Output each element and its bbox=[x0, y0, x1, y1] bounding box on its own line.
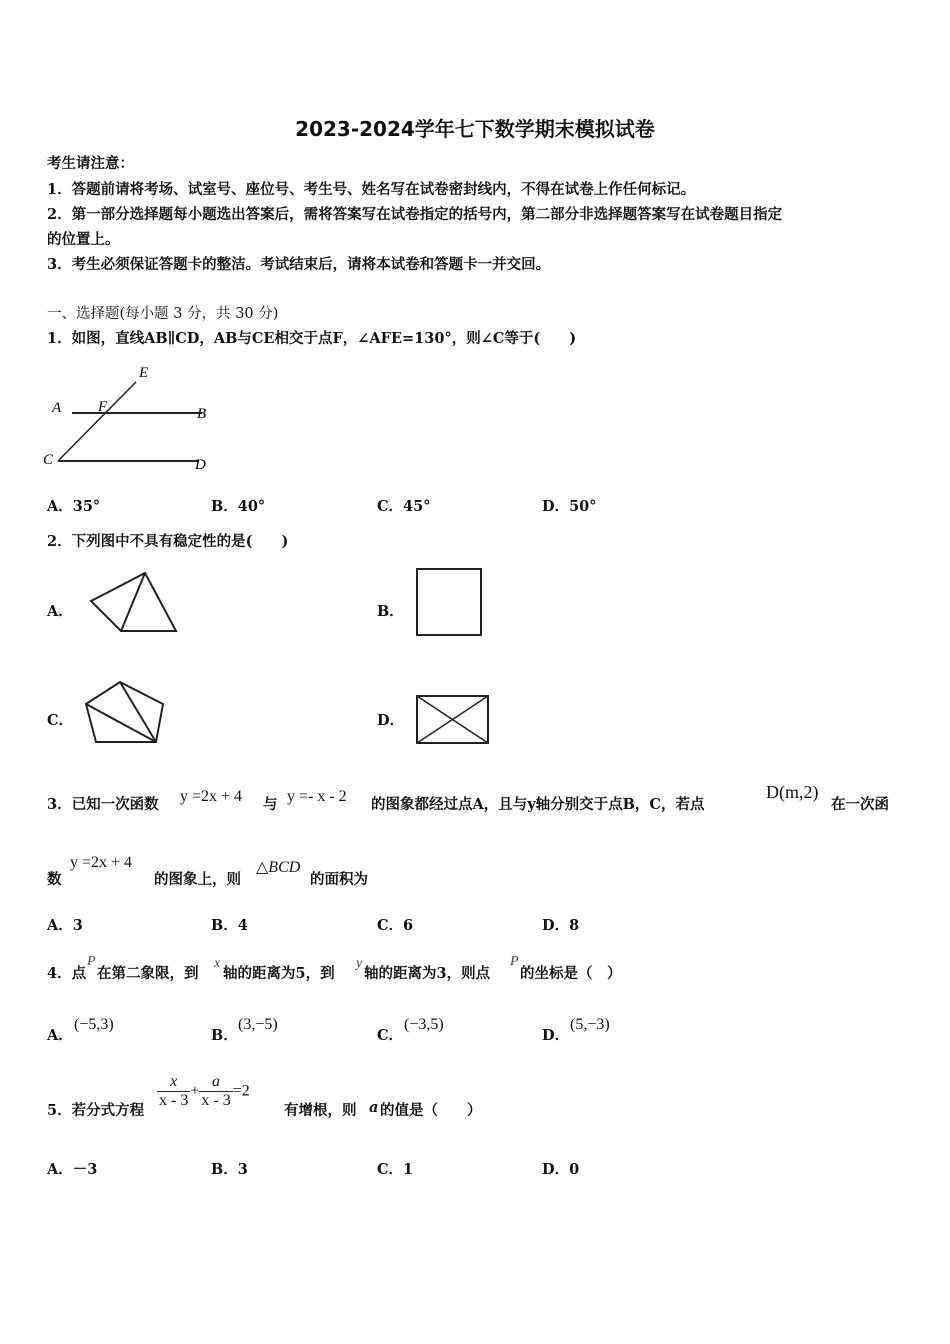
q4-point-p-2: P bbox=[510, 954, 519, 969]
notice-item-1: 1．答题前请将考场、试室号、座位号、考生号、姓名写在试卷密封线内，不得在试卷上作任何标记。 bbox=[47, 181, 696, 198]
q2-figure-a bbox=[85, 565, 185, 640]
q5-option-a: A．－3 bbox=[47, 1161, 98, 1178]
q4-text-2: 在第二象限，到 bbox=[97, 965, 199, 982]
q1-option-a: A．35° bbox=[47, 498, 101, 515]
q4-option-a-value: (−5,3) bbox=[74, 1016, 114, 1033]
q4-option-c: C． bbox=[377, 1027, 404, 1044]
q4-text-5: 的坐标是（ ） bbox=[520, 965, 622, 982]
q3-text-2: 与 bbox=[263, 796, 278, 813]
q4-option-a: A． bbox=[47, 1027, 73, 1044]
q4-x-var: x bbox=[214, 956, 221, 971]
q2-option-c: C． bbox=[47, 712, 74, 729]
notice-item-2-cont: 的位置上。 bbox=[47, 231, 120, 248]
q2-option-a: A． bbox=[47, 603, 73, 620]
q5-rhs: =2 bbox=[232, 1082, 250, 1100]
q5-option-d: D．0 bbox=[542, 1161, 580, 1178]
q4-point-p: P bbox=[87, 954, 96, 969]
q5-plus: + bbox=[190, 1082, 200, 1100]
q3-text-7: 的面积为 bbox=[310, 871, 368, 888]
q3-eq-3: y =2x + 4 bbox=[70, 854, 133, 871]
q3-option-b: B．4 bbox=[211, 917, 248, 934]
q4-y-var: y bbox=[356, 956, 363, 971]
q3-option-a: A．3 bbox=[47, 917, 83, 934]
q2-figure-b bbox=[410, 562, 490, 642]
label-c: C bbox=[43, 452, 54, 468]
q3-text-1: 3．已知一次函数 bbox=[47, 796, 159, 813]
q4-option-d: D． bbox=[542, 1027, 570, 1044]
q4-text-4: 轴的距离为3，则点 bbox=[364, 965, 491, 982]
q5-fraction-2: $\frac{a}{x - 3}$ bbox=[201, 1073, 231, 1110]
q3-option-c: C．6 bbox=[377, 917, 414, 934]
notice-item-2: 2．第一部分选择题每小题选出答案后，需将答案写在试卷指定的括号内，第二部分非选择题答案写在试卷题目指定 bbox=[47, 206, 783, 223]
q4-option-b-value: (3,−5) bbox=[238, 1016, 278, 1033]
q4-option-d-value: (5,−3) bbox=[570, 1016, 610, 1033]
line-ce bbox=[58, 382, 136, 461]
q3-triangle: △BCD bbox=[256, 859, 301, 876]
label-b: B bbox=[197, 406, 207, 422]
q2-stem: 2．下列图中不具有稳定性的是( ) bbox=[47, 533, 289, 550]
q2-option-d: D． bbox=[377, 712, 405, 729]
q1-figure bbox=[40, 360, 220, 475]
q5-fraction-1: $\frac{x}{x - 3}$ bbox=[159, 1073, 189, 1110]
q4-text-1: 4．点 bbox=[47, 965, 87, 982]
page-title: 2023-2024学年七下数学期末模拟试卷 bbox=[295, 117, 655, 141]
q1-option-c: C．45° bbox=[377, 498, 431, 515]
label-d: D bbox=[195, 457, 206, 473]
notice-item-3: 3．考生必须保证答题卡的整洁。考试结束后，请将本试卷和答题卡一并交回。 bbox=[47, 256, 551, 273]
q5-text-3: 的值是（ ） bbox=[380, 1102, 482, 1119]
q3-text-6: 的图象上，则 bbox=[154, 871, 241, 888]
section-heading: 一、选择题(每小题 3 分，共 30 分) bbox=[47, 306, 279, 322]
q5-option-c: C．1 bbox=[377, 1161, 414, 1178]
q1-option-b: B．40° bbox=[211, 498, 266, 515]
q3-text-5: 数 bbox=[47, 871, 62, 888]
q3-text-3: 的图象都经过点A，且与y轴分别交于点B，C，若点 bbox=[371, 796, 705, 813]
q5-var-a: a bbox=[369, 1099, 379, 1116]
q5-text-2: 有增根，则 bbox=[284, 1102, 357, 1119]
q2-figure-d bbox=[410, 690, 495, 750]
q3-eq-2: y =- x - 2 bbox=[287, 788, 347, 805]
q2-figure-c bbox=[80, 675, 170, 750]
q4-option-c-value: (−3,5) bbox=[404, 1016, 444, 1033]
q3-eq-1: y =2x + 4 bbox=[180, 788, 243, 805]
label-f: F bbox=[98, 399, 108, 415]
notice-heading: 考生请注意： bbox=[47, 155, 134, 172]
q1-option-d: D．50° bbox=[542, 498, 597, 515]
label-a: A bbox=[52, 400, 62, 416]
q1-stem: 1．如图，直线AB∥CD，AB与CE相交于点F，∠AFE=130°，则∠C等于( ) bbox=[47, 330, 577, 347]
q3-text-4: 在一次函 bbox=[831, 796, 889, 813]
q5-text-1: 5．若分式方程 bbox=[47, 1102, 145, 1119]
q5-option-b: B．3 bbox=[211, 1161, 248, 1178]
q4-option-b: B． bbox=[211, 1027, 238, 1044]
q5-equation bbox=[157, 1073, 250, 1111]
q2-option-b: B． bbox=[377, 603, 404, 620]
q3-point-d: D(m,2) bbox=[766, 782, 819, 802]
q4-text-3: 轴的距离为5，到 bbox=[223, 965, 335, 982]
label-e: E bbox=[139, 365, 149, 381]
q3-option-d: D．8 bbox=[542, 917, 580, 934]
